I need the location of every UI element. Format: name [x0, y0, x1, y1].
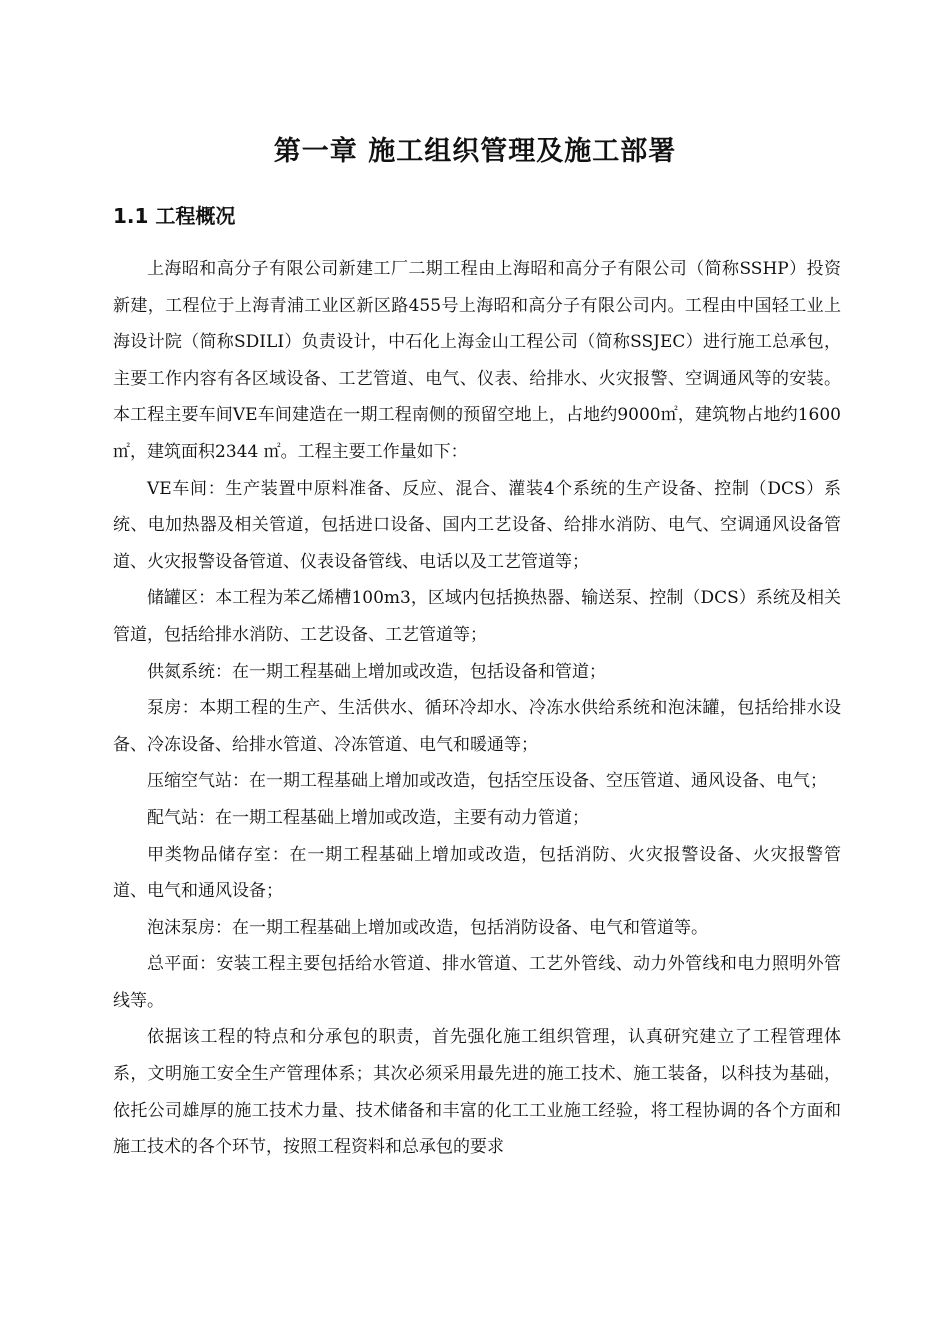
paragraph-class-a-storage: 甲类物品储存室：在一期工程基础上增加或改造，包括消防、火灾报警设备、火灾报警管道、电气和通风设备；: [113, 844, 841, 902]
paragraph-foam-pump-house: 泡沫泵房：在一期工程基础上增加或改造，包括消防设备、电气和管道等。: [147, 917, 708, 938]
paragraph-pump-house: 泵房：本期工程的生产、生活供水、循环冷却水、冷冻水供给系统和泡沫罐，包括给排水设备、冷冻设备、给排水管道、冷冻管道、电气和暖通等；: [113, 698, 841, 755]
section-title: 1.1 工程概况: [113, 204, 236, 228]
paragraph-nitrogen-system: 供氮系统：在一期工程基础上增加或改造，包括设备和管道；: [147, 661, 606, 682]
chapter-title: 第一章 施工组织管理及施工部署: [273, 136, 677, 167]
paragraph-tank-area: 储罐区：本工程为苯乙烯槽100m3，区域内包括换热器、输送泵、控制（DCS）系统及相关管道，包括给排水消防、工艺设备、工艺管道等；: [113, 588, 841, 645]
paragraph-ve-workshop: VE车间：生产装置中原料准备、反应、混合、灌装4个系统的生产设备、控制（DCS）系统、电加热器及相关管道，包括进口设备、国内工艺设备、给排水消防、电气、空调通风设备管道、火灾报警设备管道、仪表设备管线、电话以及工艺管道等；: [113, 478, 841, 572]
document-body: [113, 251, 841, 1166]
paragraph-gas-station: 配气站：在一期工程基础上增加或改造，主要有动力管道；: [147, 807, 589, 828]
paragraph-overview: 上海昭和高分子有限公司新建工厂二期工程由上海昭和高分子有限公司（简称SSHP）投资新建，工程位于上海青浦工业区新区路455号上海昭和高分子有限公司内。工程由中国轻工业上海设计院（简称SDILI）负责设计，中石化上海金山工程公司（简称SSJEC）进行施工总承包，主要工作内容有各区域设备、工艺管道、电气、仪表、给排水、火灾报警、空调通风等的安装。本工程主要车间VE车间建造在一期工程南侧的预留空地上，占地约9000㎡，建筑物占地约1600 ㎡，建筑面积2344 ㎡。工程主要工作量如下：: [113, 259, 841, 462]
paragraph-compressed-air-station: 压缩空气站：在一期工程基础上增加或改造，包括空压设备、空压管道、通风设备、电气；: [147, 771, 827, 792]
paragraph-management: 依据该工程的特点和分承包的职责，首先强化施工组织管理，认真研究建立了工程管理体系，文明施工安全生产管理体系；其次必须采用最先进的施工技术、施工装备，以科技为基础，依托公司雄厚的施工技术力量、技术储备和丰富的化工工业施工经验，将工程协调的各个方面和施工技术的各个环节，按照工程资料和总承包的要求: [113, 1027, 841, 1158]
paragraph-general-plan: 总平面：安装工程主要包括给水管道、排水管道、工艺外管线、动力外管线和电力照明外管线等。: [113, 954, 841, 1011]
